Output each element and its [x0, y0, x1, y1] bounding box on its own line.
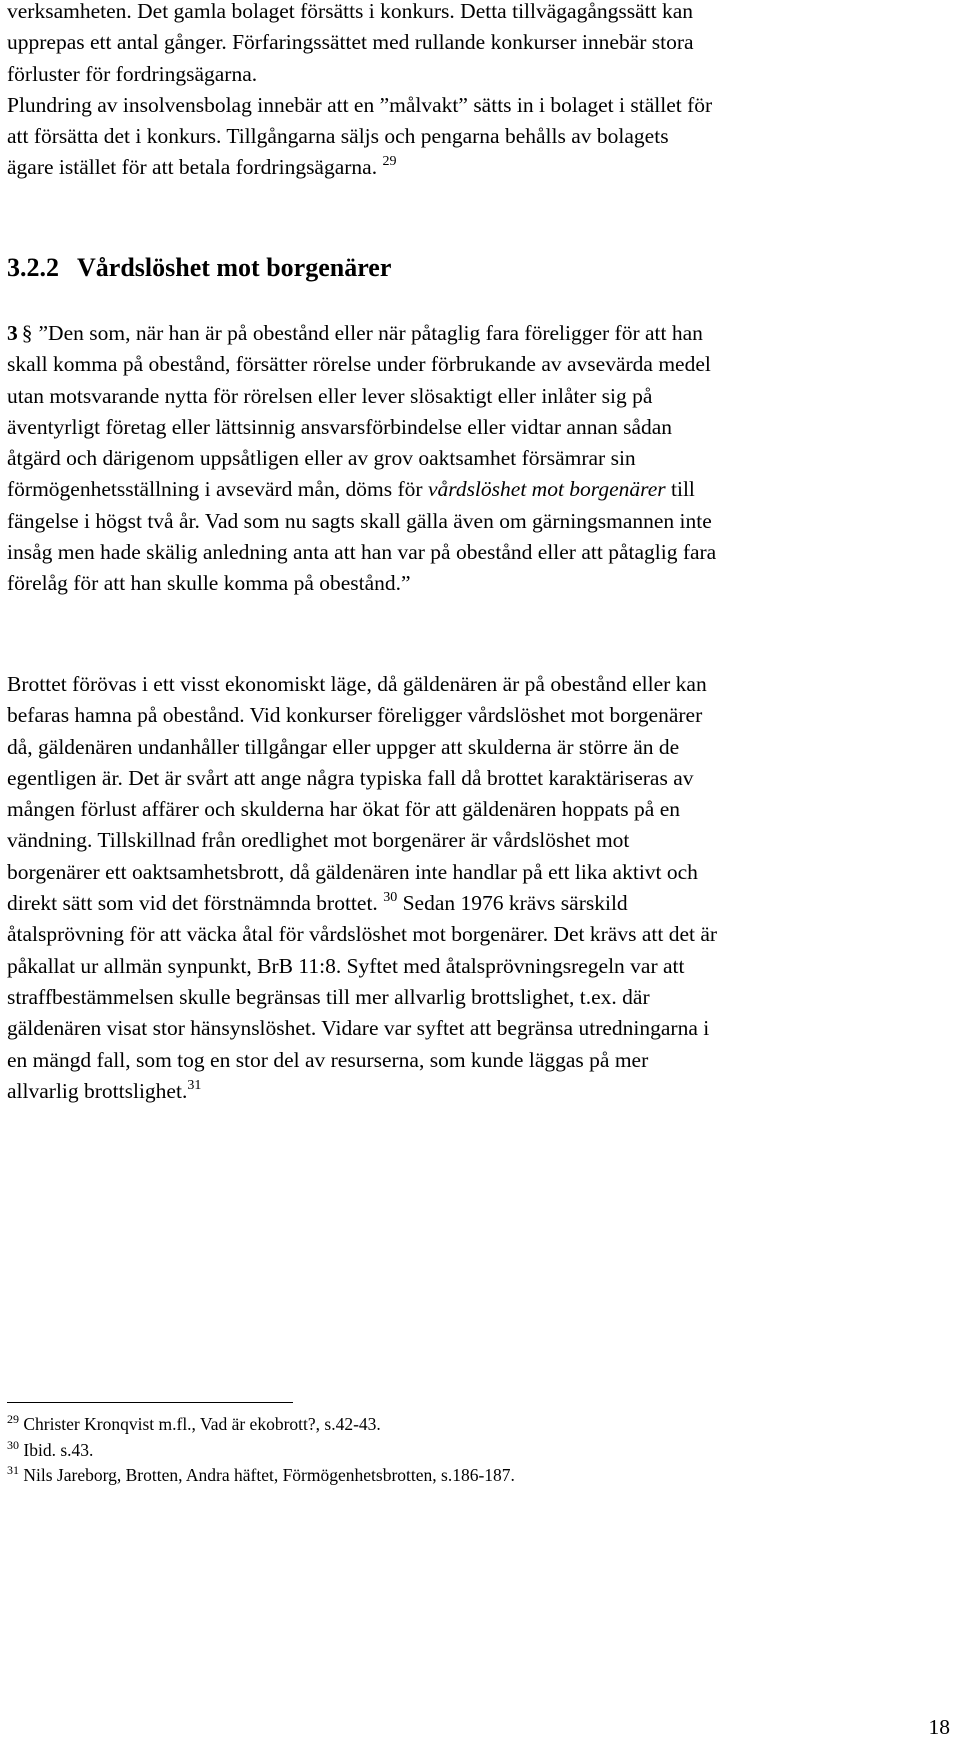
footnote-ref[interactable]: 29	[382, 154, 397, 170]
text-line	[7, 888, 717, 919]
text-line: mången förlust affärer och skulderna har ökat för att gäldenären hoppats på en	[7, 797, 680, 822]
text-line: vändning. Tillskillnad från oredlighet mot borgenärer är vårdslöshet mot	[7, 828, 630, 853]
footnote-item	[7, 1463, 515, 1489]
text-line	[7, 474, 716, 505]
section-heading	[7, 251, 391, 285]
text-segment: ägare istället för att betala fordringsägarna.	[7, 155, 378, 180]
text-line: insåg men hade skälig anledning anta att han var på obestånd eller att påtaglig fara	[7, 540, 717, 565]
footnote-number: 29	[7, 1412, 19, 1426]
text-line: befaras hamna på obestånd. Vid konkurser föreligger vårdslöshet mot borgenärer	[7, 703, 703, 728]
text-line	[7, 1076, 717, 1107]
text-line: Brottet förövas i ett visst ekonomiskt läge, då gäldenären är på obestånd eller kan	[7, 672, 707, 696]
text-line: upprepas ett antal gånger. Förfaringssättet med rullande konkurser innebär stora	[7, 30, 694, 55]
text-line	[7, 318, 716, 349]
footnote-ref[interactable]: 31	[187, 1077, 202, 1093]
text-line: åtalsprövning för att väcka åtal för vårdslöshet mot borgenärer. Det krävs att det är	[7, 922, 718, 947]
footnote-number: 30	[7, 1437, 19, 1452]
text-segment: allvarlig brottslighet.	[7, 1078, 188, 1103]
text-line: då, gäldenären undanhåller tillgångar eller uppger att skulderna är större än de	[7, 734, 680, 759]
text-line: utan motsvarande nytta för rörelsen eller lever slösaktigt eller inlåter sig på	[7, 383, 653, 408]
statute-quote	[7, 318, 716, 600]
footnote-item	[7, 1412, 515, 1438]
section-number: 3.2.2	[7, 253, 59, 282]
footnote-ref[interactable]: 30	[383, 890, 398, 906]
footnote-item	[7, 1438, 515, 1464]
text-segment: Sedan 1976 krävs särskild	[397, 891, 628, 916]
statute-number: 3	[7, 321, 18, 345]
text-line: åtgärd och därigenom uppsåtligen eller av grov oaktsamhet försämrar sin	[7, 446, 636, 471]
text-line: förluster för fordringsägarna.	[7, 61, 258, 86]
text-line: att försätta det i konkurs. Tillgångarna säljs och pengarna behålls av bolagets	[7, 124, 669, 149]
text-line: borgenärer ett oaktsamhetsbrott, då gäldenären inte handlar på ett lika aktivt och	[7, 859, 698, 884]
text-line: påkallat ur allmän synpunkt, BrB 11:8. Syftet med åtalsprövningsregeln var att	[7, 953, 685, 978]
text-line: förelåg för att han skulle komma på obestånd.”	[7, 571, 411, 596]
intro-paragraph	[7, 0, 712, 184]
text-segment: förmögenhetsställning i avsevärd mån, döms för	[7, 477, 428, 502]
text-line: verksamheten. Det gamla bolaget försätts i konkurs. Detta tillvägagångssätt kan	[7, 0, 694, 23]
text-line: en mängd fall, som tog en stor del av resurserna, som kunde läggas på mer	[7, 1047, 649, 1072]
emphasized-term: vårdslöshet mot borgenärer	[427, 477, 666, 502]
section-title: Vårdslöshet mot borgenärer	[77, 253, 392, 282]
footnotes	[7, 1412, 515, 1489]
text-line: egentligen är. Det är svårt att ange några typiska fall då brottet karaktäriseras av	[7, 765, 694, 790]
page-number: 18	[928, 1715, 950, 1739]
text-line: fängelse i högst två år. Vad som nu sagts skall gälla även om gärningsmannen inte	[7, 508, 712, 533]
footnote-text: Christer Kronqvist m.fl., Vad är ekobrott?, s.42-43.	[19, 1414, 381, 1434]
text-line	[7, 152, 712, 183]
text-line: skall komma på obestånd, försätter rörelse under förbrukande av avsevärda medel	[7, 352, 711, 377]
body-paragraph	[7, 669, 717, 1107]
text-segment: till	[665, 477, 695, 502]
text-line: straffbestämmelsen skulle begränsas till mer allvarlig brottslighet, t.ex. där	[7, 984, 650, 1009]
footnote-text: Nils Jareborg, Brotten, Andra häftet, Förmögenhetsbrotten, s.186-187.	[19, 1465, 515, 1485]
text-line: gäldenären visat stor hänsynslöshet. Vidare var syftet att begränsa utredningarna i	[7, 1016, 710, 1041]
footnote-divider	[7, 1402, 293, 1403]
text-line: Plundring av insolvensbolag innebär att en ”målvakt” sätts in i bolaget i stället för	[7, 92, 713, 117]
section-sign-icon: §	[21, 321, 33, 345]
footnote-number: 31	[7, 1463, 19, 1477]
text-line: äventyrligt företag eller lättsinnig ansvarsförbindelse eller vidtar annan sådan	[7, 414, 673, 439]
text-segment: ”Den som, när han är på obestånd eller när påtaglig fara föreligger för att han	[38, 321, 703, 345]
text-segment: direkt sätt som vid det förstnämnda brottet.	[7, 891, 384, 916]
footnote-text: Ibid. s.43.	[19, 1439, 94, 1460]
